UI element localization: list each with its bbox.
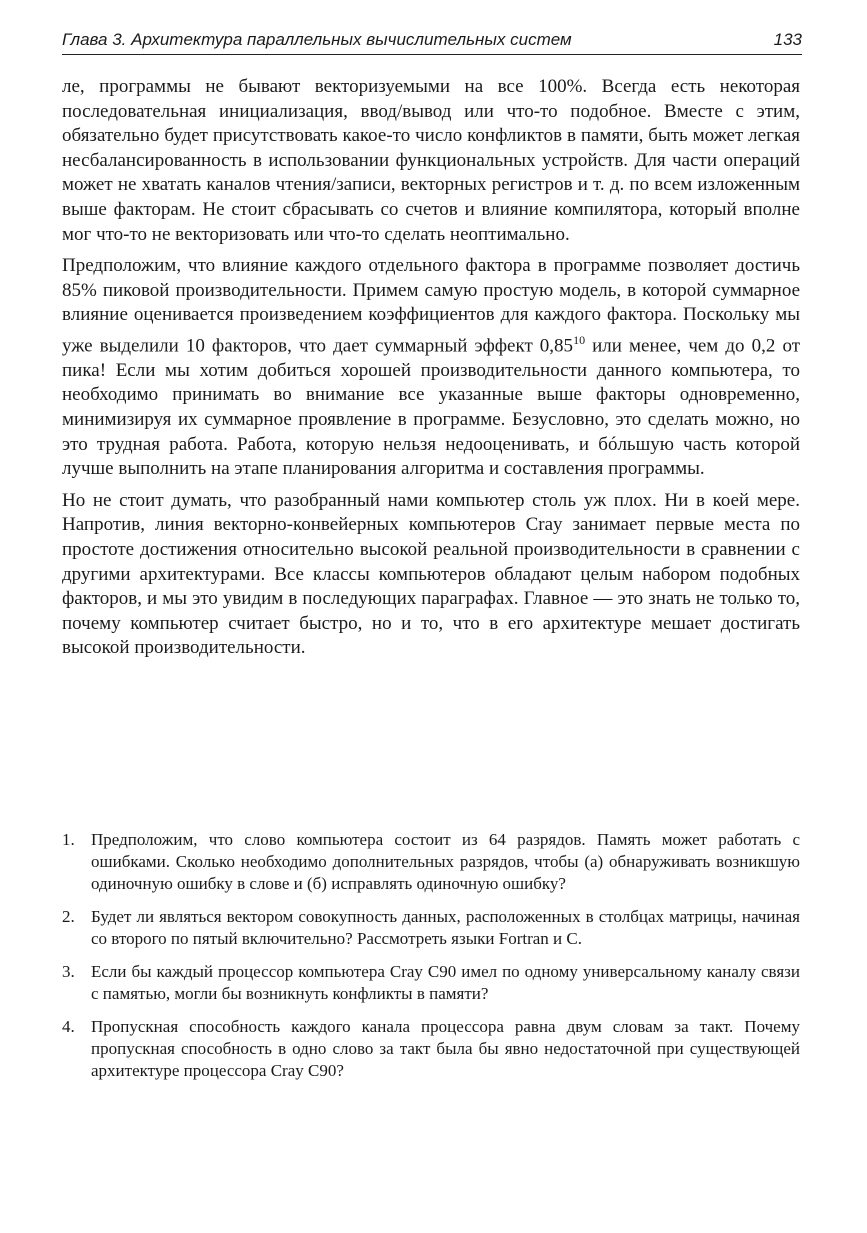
exercise-number: 2. xyxy=(62,907,75,926)
paragraph-2-text-b: или менее, чем до 0,2 от пика! Если мы хотим добиться хорошей производительности данного компьютера, то необходимо принимать во внимание все указанные выше факторы одновременно, минимизируя их суммарное проявление в программе. Безусловно, это сделать можно, но это трудная работа. Работа, которую нельзя недооценивать, и бóльшую часть которой лучше выполнить на этапе планирования алгоритма и составления программы. xyxy=(62,335,800,480)
exercise-text: Если бы каждый процессор компьютера Cray C90 имел по одному универсальному каналу связи с памятью, могли бы возникнуть конфликты в памяти? xyxy=(91,962,800,1003)
running-header xyxy=(62,28,802,55)
exercise-number: 3. xyxy=(62,962,75,981)
exercise-number: 4. xyxy=(62,1017,75,1036)
paragraph-1 xyxy=(62,75,800,247)
paragraph-3 xyxy=(62,489,800,661)
exercise-text: Будет ли являться вектором совокупность данных, расположенных в столбцах матрицы, начиная со второго по пятый включительно? Рассмотреть языки Fortran и C. xyxy=(91,907,800,948)
exercise-item xyxy=(62,829,800,895)
exercise-item xyxy=(62,906,800,950)
paragraph-1-text: ле, программы не бывают векторизуемыми на все 100%. Всегда есть некоторая последовательная инициализация, ввод/вывод или что-то подобное. Вместе с этим, обязательно будет присутствовать какое-то число конфликтов в памяти, быть может легкая несбалансированность в использовании функциональных устройств. Для части операций может не хватать каналов чтения/записи, векторных регистров и т. д. по всем изложенным выше факторам. Не стоит сбрасывать со счетов и влияние компилятора, который вполне мог что-то не векторизовать или что-то сделать неоптимально. xyxy=(62,76,800,245)
chapter-title: Глава 3. Архитектура параллельных вычислительных систем xyxy=(62,30,572,49)
exercise-text: Пропускная способность каждого канала процессора равна двум словам за такт. Почему пропускная способность в одно слово за такт была бы явно недостаточной при существующей архитектуре процессора Cray C90? xyxy=(91,1017,800,1080)
paragraph-2 xyxy=(62,254,800,482)
exercise-list xyxy=(62,829,800,1093)
exercise-item xyxy=(62,961,800,1005)
main-text xyxy=(62,75,800,668)
exponent: 10 xyxy=(573,332,586,347)
page-number: 133 xyxy=(773,30,802,49)
exercise-text: Предположим, что слово компьютера состоит из 64 разрядов. Память может работать с ошибками. Сколько необходимо дополнительных разрядов, чтобы (а) обнаруживать возникшую одиночную ошибку в слове и (б) исправлять одиночную ошибку? xyxy=(91,830,800,893)
exercise-number: 1. xyxy=(62,830,75,849)
paragraph-2-text-a: Предположим, что влияние каждого отдельного фактора в программе позволяет достичь 85% пиковой производительности. Примем самую простую модель, в которой суммарное влияние оценивается произведением коэффициентов для каждого фактора. Поскольку мы уже выделили 10 факторов, что дает суммарный эффект 0,85 xyxy=(62,255,800,357)
exercise-item xyxy=(62,1016,800,1082)
paragraph-3-text: Но не стоит думать, что разобранный нами компьютер столь уж плох. Ни в коей мере. Напротив, линия векторно-конвейерных компьютеров Cray занимает первые места по простоте достижения относительно высокой реальной производительности в сравнении с другими архитектурами. Все классы компьютеров обладают целым набором подобных факторов, и мы это увидим в последующих параграфах. Главное — это знать не только то, почему компьютер считает быстро, но и то, что в его архитектуре мешает достигать высокой производительности. xyxy=(62,489,800,659)
